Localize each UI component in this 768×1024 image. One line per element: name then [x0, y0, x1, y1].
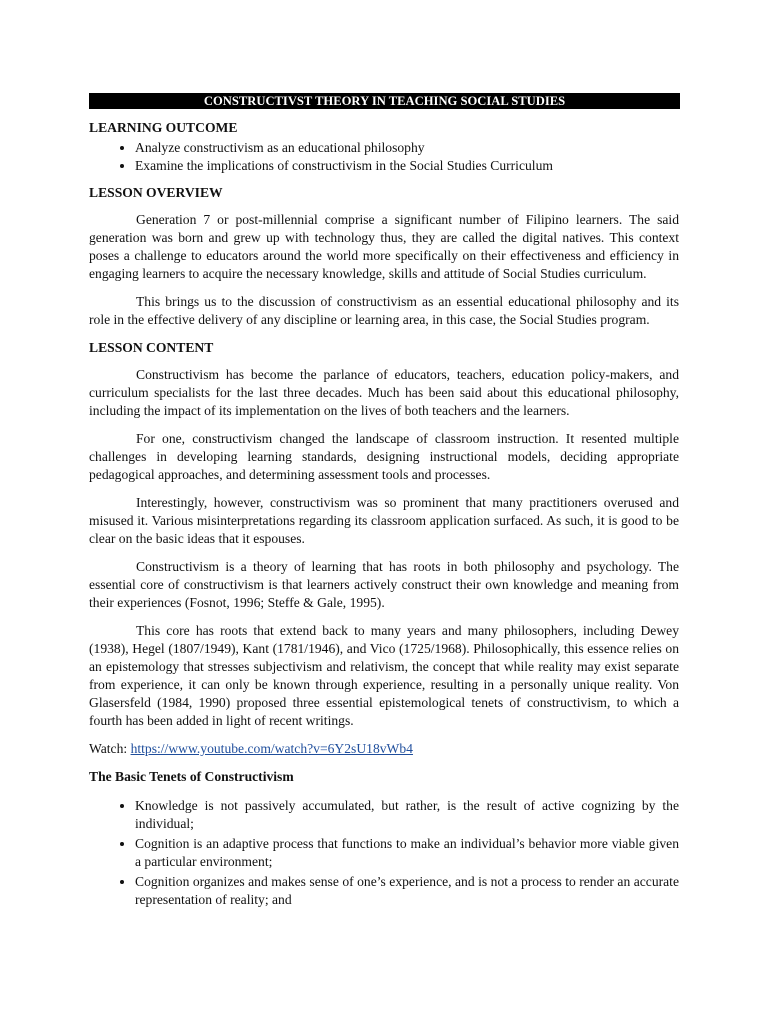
- tenets-list: [89, 797, 679, 909]
- youtube-link[interactable]: https://www.youtube.com/watch?v=6Y2sU18vWb4: [130, 741, 413, 756]
- document-body: [89, 119, 679, 911]
- list-item: • Cognition is an adaptive process that functions to make an individual’s behavior more viable given a particular environment;: [135, 835, 679, 871]
- list-item: • Cognition organizes and makes sense of one’s experience, and is not a process to render an accurate representation of reality; and: [135, 873, 679, 909]
- paragraph: Constructivism is a theory of learning that has roots in both philosophy and psychology. The essential core of constructivism is that learners actively construct their own knowledge and meaning from their experiences (Fosnot, 1996; Steffe & Gale, 1995).: [89, 559, 679, 610]
- list-item: • Examine the implications of constructivism in the Social Studies Curriculum: [135, 157, 679, 175]
- watch-line: [89, 740, 679, 758]
- tenets-heading: The Basic Tenets of Constructivism: [89, 769, 294, 784]
- document-title: CONSTRUCTIVST THEORY IN TEACHING SOCIAL STUDIES: [89, 93, 680, 109]
- paragraph: Constructivism has become the parlance of educators, teachers, education policy-makers, and curriculum specialists for the last three decades. Much has been said about this educational philosophy, including the impact of its implementation on the lives of both teachers and the learners.: [89, 367, 679, 418]
- paragraph: Interestingly, however, constructivism was so prominent that many practitioners overused and misused it. Various misinterpretations regarding its classroom application surfaced. As such, it is good to be clear on the basic ideas that it espouses.: [89, 495, 679, 546]
- watch-label: Watch:: [89, 741, 131, 756]
- paragraph: Generation 7 or post-millennial comprise a significant number of Filipino learners. The said generation was born and grew up with technology thus, they are called the digital natives. This context poses a challenge to educators around the world more specifically on their effectiveness and efficiency in engaging learners to acquire the necessary knowledge, skills and attitude of Social Studies curriculum.: [89, 212, 679, 281]
- paragraph: This brings us to the discussion of constructivism as an essential educational philosophy and its role in the effective delivery of any discipline or learning area, in this case, the Social Studies program.: [89, 294, 679, 327]
- lesson-content-heading: LESSON CONTENT: [89, 340, 214, 355]
- lesson-overview-heading: LESSON OVERVIEW: [89, 185, 223, 200]
- list-item: • Knowledge is not passively accumulated, but rather, is the result of active cognizing by the individual;: [135, 797, 679, 833]
- paragraph: This core has roots that extend back to many years and many philosophers, including Dewey (1938), Hegel (1807/1949), Kant (1781/1946), and Vico (1725/1968). Philosophically, this essence relies on an epistemology that stresses subjectivism and relativism, the concept that while reality may exist separate from experience, it can only be known through experience, resulting in a personally unique reality. Von Glasersfeld (1984, 1990) proposed three essential epistemological tenets of constructivism, to which a fourth has been added in light of recent writings.: [89, 623, 679, 728]
- list-item: • Analyze constructivism as an educational philosophy: [135, 139, 679, 157]
- paragraph: For one, constructivism changed the landscape of classroom instruction. It resented multiple challenges in developing learning standards, designing instructional models, deciding appropriate pedagogical approaches, and determining assessment tools and processes.: [89, 431, 679, 482]
- learning-outcome-list: [89, 139, 679, 175]
- learning-outcome-heading: LEARNING OUTCOME: [89, 120, 238, 135]
